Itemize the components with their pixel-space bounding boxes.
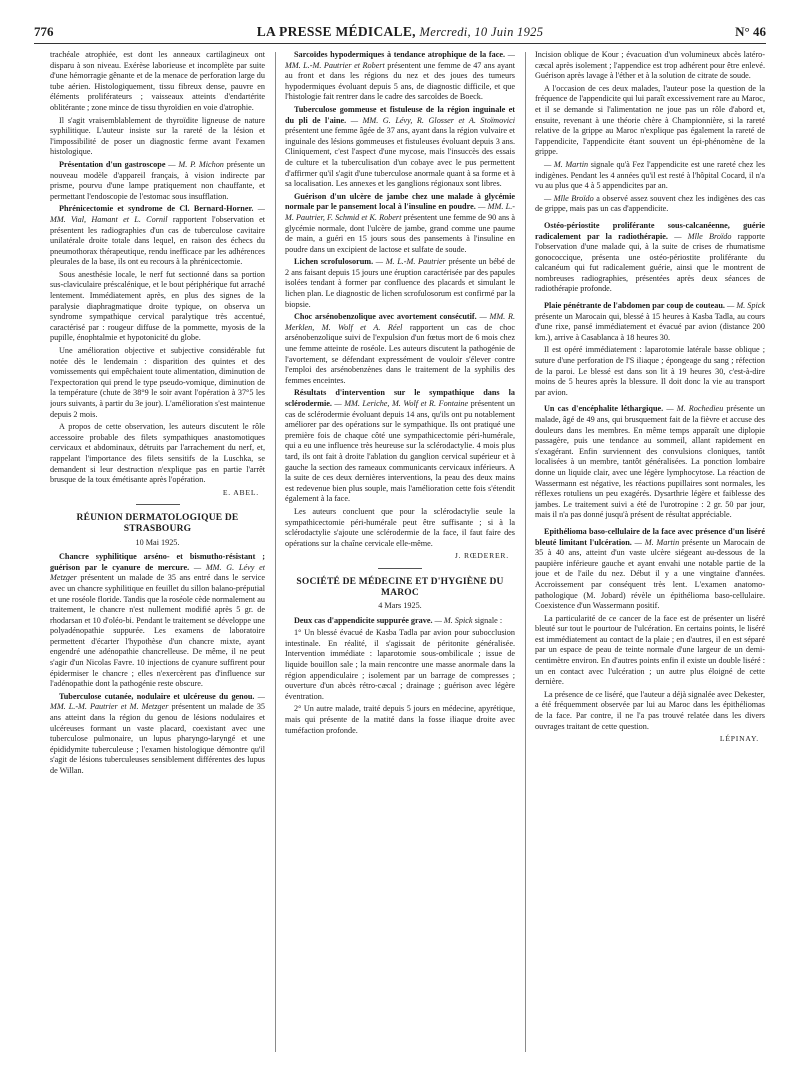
paragraph: La particularité de ce cancer de la face est de présenter un liséré bleuté sur tout le pourtour de l'ulcération. En certains points, le liséré est immédiatement au contact de la plaie ; en d'autres, il en est séparé par un espace de peau de teinte normale d'une largeur de un demi-centimètre environ. En d'autres points enfin il existe un double liséré : un en contact avec l'ulcération ; un autre plus éloigné de cette dernière. — [535, 613, 765, 687]
paragraph: 1° Un blessé évacué de Kasba Tadla par avion pour subocclusion intestinale. En réalité, il s'agissait de péritonite généralisée. Intervention immédiate : laparotomie sous-ombilicale ; issue de liquide bouillon sale ; la main rencontre une masse anormale dans la région appendiculaire ; isolement par un barrage de compresses ; ouverture d'un abcès rétro-cæcal ; drainage ; guérison avec légère éventration. — [285, 628, 515, 701]
paragraph: Sous anesthésie locale, le nerf fut sectionné dans sa portion sus-claviculaire préscalénique, et le bout périphérique fut arraché lentement. Immédiatement après, en plus des signes de la paralysie diaphragmatique droite typique, on observa un syndrome sympathique cervical paralytique très accentué, caractérisé par : rougeur diffuse de la pommette, myosis de la pupille, énophtalmie et hypotonicité du globe. — [50, 269, 265, 343]
paragraph: Incision oblique de Kour ; évacuation d'un volumineux abcès latéro-cæcal après isolement ; l'appendice est trop adhérent pour être enlevé. Guérison après lavage à l'éther et à la solution de citrate de soude. — [535, 50, 765, 81]
section-heading: RÉUNION DERMATOLOGIQUE DE STRASBOURG — [76, 513, 239, 534]
communication-authors: — Mlle Broïdo — [674, 231, 732, 241]
communication-title: Phrénicectomie et syndrome de Cl. Bernard-Horner. — [59, 204, 254, 214]
communication-text: présente un bébé de 2 ans faisant depuis 15 jours une éruption caractérisée par des papules isolées tendant à former par confluence des placards et simulant le lichen plan. Le diagnostic de lichen scrofulosorum est confirmé par la biopsie. — [285, 257, 515, 309]
communication-title: Tuberculose gommeuse et fistuleuse de la région inguinale et du pli de l'aine. — [285, 104, 515, 125]
paragraph: Une amélioration objective et subjective considérable fut notée dès le lendemain : disparition des quintes et des vomissements qui empêchaient toute alimentation, diminution de l'expectoration qui prend le type pseudo-vomique, diminution de la température (chute de 38°9 le soir avant l'opération à 37°5 les jours suivants, à partir du 3e jour). L'amélioration s'est maintenue depuis 2 mois. — [50, 346, 265, 419]
communication-title: Choc arsénobenzolique avec avortement consécutif. — [294, 312, 477, 322]
communication-authors: — MM. Leriche, M. Wolf et R. Fontaine — [334, 399, 469, 408]
communication — [50, 552, 265, 690]
section-date: 10 Mai 1925. — [135, 537, 180, 547]
paragraph: A propos de cette observation, les auteurs discutent le rôle accessoire probable des filets sympathiques anastomotiques cervicaux et abdominaux, détruits par l'arrachement du nerf, et, rappelant l'importance des filets sensitifs de la Luschka, se demandent si leur destruction n'explique pas en partie l'arrêt brusque de la toux émétisante après l'opération. — [50, 422, 265, 485]
communication — [535, 404, 765, 521]
communication-title: Plaie pénétrante de l'abdomen par coup de couteau. — [544, 301, 725, 311]
communication-title: Chancre syphilitique arséno- et bismutho-résistant ; guérison par le cyanure de mercure. — [50, 552, 265, 572]
header-rule — [34, 43, 766, 44]
communication-title: Lichen scrofulosorum. — [294, 257, 374, 267]
communication — [285, 257, 515, 310]
communication-text: présentent une femme âgée de 37 ans, ayant dans la région vulvaire et inguinale des lésions gommeuses et fistuleuses évoluant depuis 3 ans. Cliniquement, c'est l'aspect d'une mycose, mais l'insuccès des essais de culture et la tuberculisation d'un cobaye avec le pus permettent d'affirmer qu'il s'agit d'une tuberculose anormale quant à sa forme et à sa localisation. Les annexes et les ganglions régionaux sont libres. — [285, 126, 515, 189]
signature: J. RŒDERER. — [454, 551, 509, 561]
communication-text: présente un malade, âgé de 49 ans, qui brusquement fait de la fièvre et accuse des douleurs dans les membres. En même temps apparaît une diplopie passagère, puis une tendance au sommeil, allant rapidement en s'exagérant. Enfin surviennent des convulsions cloniques, tantôt localisées à un membre, tantôt généralisées. La ponction lombaire donne un liquide clair, avec une légère lymphocytose. La réaction de Wassermann est négative, les réactions pupillaires sont normales, les réflexes rotuliens un peu exagérés. Dysarthrie légère et faiblesse des jambes. Le traitement suivi a été de l'urotropine : 2 gr. 50 par jour, mais il n'a pas donné jusqu'à présent de résultat appréciable. — [535, 404, 765, 520]
communication-text: présentent un cas de sclérodermie évoluant depuis 14 ans, qu'ils ont pu notablement améliorer par des opérations sur le sympathique. Ils ont pratiqué une première fois de chaque côté une sympathicectomie péri-humérale, qui a eu une influence très heureuse sur la sclérodactylie. 4 mois plus tard, ils ont fait à droite l'ablation du ganglion cervical supérieur et à gauche la section des rameaux communicants cervicaux inférieurs. A la suite de ces deux dernières interventions, la peau des deux mains est redevenue bien plus souple, mais l'amélioration cette fois s'étendit également à la face. — [285, 399, 515, 504]
section-rule — [378, 568, 422, 569]
communication-text: présente un nouveau modèle d'appareil français, à vision indirecte par prisme, pourvu d'une lampe pratiquement non chauffante, et permettant l'endoscopie de l'estomac sous insufflation. — [50, 159, 265, 201]
paragraph: Les auteurs concluent que pour la sclérodactylie seule la sympathicectomie péri-humérale peut être suffisante ; si à la sclérodactylie s'ajoute une sclérodermie de la face, il faut faire des opérations sur la chaîne cervicale elle-même. — [285, 506, 515, 548]
issue-number: N° 46 — [735, 24, 766, 39]
communication-authors: — M. Spick — [434, 615, 473, 625]
communication-authors: — MM. Vial, Hamant et L. Cornil — [50, 204, 265, 224]
communication-title: Présentation d'un gastroscope — [59, 159, 166, 169]
communication — [50, 692, 265, 777]
communication-authors: — MM. R. Merklen, M. Wolf et A. Réel — [285, 312, 515, 332]
paragraph: Il s'agit vraisemblablement de thyroïdite ligneuse de nature syphilitique. L'auteur insiste sur la rareté de la lésion et l'impossibilité de poser un diagnostic ferme avant l'examen histologique. — [50, 115, 265, 157]
communication-title: Sarcoïdes hypodermiques à tendance atrophique de la face. — [294, 50, 506, 59]
section-rule — [136, 504, 180, 505]
communication-authors: — M. Martin — [544, 159, 589, 169]
communication-text: présente un Marocain qui, blessé à 15 heures à Kasba Tadla, au cours d'une rixe, pansé immédiatement et évacué par avion (distance 200 km.), arrive à Casablanca à 18 heures 30. — [535, 311, 765, 342]
communication-title: Ostéo-périostite proliférante sous-calcanéenne, guérie radicalement par la radiothérapie. — [535, 220, 765, 241]
section-heading: SOCIÉTÉ DE MÉDECINE ET D'HYGIÈNE DU MAROC — [296, 576, 504, 598]
communication-text: présentent un malade de 35 ans atteint dans la région du genou de lésions nodulaires et ulcéreuses formant un vaste placard, coexistant avec une tuberculose pulmonaire, un lupus pharyngo-laryngé et une épididymite tuberculeuse ; l'examen histologique démontre qu'il s'agit de lésions tuberculeuses sensiblement différentes des lupus de Willan. — [50, 702, 265, 775]
communication-title: Guérison d'un ulcère de jambe chez une malade à glycémie normale par le pansement local à l'insuline en poudre. — [285, 191, 515, 212]
column-divider — [525, 52, 526, 1052]
communication-text: présentent une femme de 47 ans ayant au front et dans les régions du nez et des joues des tumeurs hypodermiques évoluant depuis 5 ans, de diagnostic difficile, et que l'histologie fait rentrer dans le cadre des sarcoïdes de Boeck. — [285, 60, 515, 102]
signature: E. ABEL. — [222, 487, 259, 497]
paragraph: Il est opéré immédiatement : laparotomie latérale basse oblique ; suture d'une perforation de l'S iliaque ; épongeage du sang ; réfection de la paroi. Le blessé est dans son lit à 19 heures 30, c'est-à-dire moins de 5 heures après la blessure. Il doit donc la vie au transport par avion. — [535, 345, 765, 397]
communication-text: rapportent l'observation et présentent les radiographies d'un cas de tuberculose cavitaire unilatérale droite totale dans lequel, en raison des échecs du pneumothorax thérapeutique, rendu inefficace par les adhérences pleurales de la base, ils ont eu recours à la phrénicectomie. — [50, 214, 265, 267]
communication-authors: — M. L.-M. Pautrier — [375, 257, 446, 267]
communication — [535, 301, 765, 343]
communication-title: Tuberculose cutanée, nodulaire et ulcéreuse du genou. — [59, 691, 255, 701]
communication-authors: — M. Martin — [634, 537, 680, 547]
communication — [285, 192, 515, 256]
communication-authors: — M. P. Michon — [168, 159, 224, 169]
column-2 — [285, 50, 515, 1060]
column-1 — [50, 50, 265, 1060]
communication-title: Epithélioma baso-cellulaire de la face avec présence d'un liséré bleuté limitant l'ulcération. — [535, 526, 765, 547]
communication-authors: — M. Spick — [727, 301, 765, 311]
communication-title: Un cas d'encéphalite léthargique. — [544, 404, 664, 414]
communication — [535, 160, 765, 192]
communication-text: présente un Marocain de 35 à 40 ans, atteint d'un vaste ulcère siégeant au-dessous de la paupière inférieure gauche et ayant envahi une notable partie de la joue et de l'aile du nez. Début il y a une vingtaine d'années. Accroissement par conséquent très lent. L'examen anatomo-pathologique (M. Jobard) révèle un épithélioma baso-cellulaire. Coexistence d'un Wassermann positif. — [535, 537, 765, 611]
column-divider — [275, 52, 276, 1052]
paragraph: trachéale atrophiée, est dont les anneaux cartilagineux ont disparu à son niveau. Exérèse laborieuse et incomplète par suite d'une hémorragie gênante et de la menace de perforation large du tube aérien. Histologiquement, tissu fibreux dense, pauvre en éléments proliférateurs ; vaisseaux atteints d'endartérite oblitérante ; zone mince de tissu thyroïdien en voie d'atrophie. — [50, 50, 265, 112]
communication-text: rapporte l'observation d'une malade qui, à la suite de crises de rhumatisme gonococcique, présenta une ostéo-périostite proliférante du calcanéum qui fut radicalement guérie, ainsi que le montrent de nombreuses radiographies, présentées après deux séances de radiothérapie profonde. — [535, 231, 765, 294]
communication-authors: — M. Rochedieu — [666, 404, 724, 414]
communication-text: signale : — [474, 615, 503, 625]
communication-text: signale qu'à Fez l'appendicite est une rareté chez les indigènes. Pendant les 4 années qu'il est resté à l'hôpital Cocard, il n'a vu au plus que 4 à 5 appendicites par an. — [535, 159, 765, 191]
communication-title: Deux cas d'appendicite suppurée grave. — [294, 615, 433, 625]
communication-authors: — MM. G. Lévy, R. Glosser et A. Stoïmovici — [350, 115, 515, 125]
paragraph: A l'occasion de ces deux malades, l'auteur pose la question de la fréquence de l'appendicite qui lui paraît excessivement rare au Maroc, et il se demande si l'alimentation ne joue pas un rôle d'abord et, ensuite, revenant à une théorie chère à Championnière, si la rareté relative de la grippe au Maroc n'explique pas également la rareté de l'appendicite, l'appendicite étant souvent un épi-phénomène de la grippe. — [535, 83, 765, 157]
communication-title: Résultats d'intervention sur le sympathique dans la sclérodermie. — [285, 388, 515, 408]
communication — [50, 204, 265, 268]
communication — [535, 527, 765, 612]
paragraph: La présence de ce liséré, que l'auteur a déjà signalée avec Dekester, a été fréquemment observée par lui au Maroc dans les épithéliomas de la face. Par contre, il ne l'a pas trouvé relatée dans les divers ouvrages traitant de cette question. — [535, 689, 765, 731]
running-title — [34, 24, 766, 40]
journal-name: LA PRESSE MÉDICALE, — [256, 24, 416, 39]
page-header — [34, 24, 766, 40]
communication-text: rapportent un cas de choc arsénobenzolique suivi de l'expulsion d'un fœtus mort de 6 mois chez une femme atteinte de roséole. Les auteurs discutent la pathogénie de l'avortement, se défendant expressément de vouloir s'élever contre l'emploi des arsénobenzènes dans le traitement de la syphilis des femmes enceintes. — [285, 322, 515, 385]
communication — [285, 312, 515, 386]
communication-text: présentent une femme de 90 ans à glycémie normale, dont l'ulcère de jambe, grand comme une paume de main, a guéri en 15 jours sous des pansements à l'insuline en poudre dans un excipient de lactose et sulfate de soude. — [285, 212, 515, 254]
communication — [535, 194, 765, 215]
communication-authors: — MM. L.-M. Pautrier et M. Metzger — [50, 691, 265, 712]
issue-date: Mercredi, 10 Juin 1925 — [419, 25, 544, 39]
paragraph: 2° Un autre malade, traité depuis 5 jours en médecine, apyrétique, mais qui présente de la matité dans la fosse iliaque droite avec tuméfaction profonde. — [285, 704, 515, 735]
section-date: 4 Mars 1925. — [378, 601, 422, 611]
communication-authors: — Mlle Broïdo — [544, 193, 594, 203]
communication — [535, 221, 765, 295]
column-3 — [535, 50, 765, 1060]
communication-authors: — MM. G. Lévy et Metzger — [50, 562, 265, 583]
communication-authors: — MM. L.-M. Pautrier et Robert — [285, 50, 515, 70]
communication — [50, 160, 265, 202]
communication — [285, 105, 515, 190]
signature: LÉPINAY. — [719, 734, 759, 744]
communication-authors: — MM. L.-M. Pautrier, F. Schmid et K. Robert — [285, 202, 515, 222]
communication-text: présentent un malade de 35 ans entré dans le service avec un chancre syphilitique en feuillet du sillon balano-préputial et une roséole floride. Tandis que la roséole cède normalement au traitement, le chancre n'est nullement modifié après 5 gr. de rhodarsan et 10 d'oléo-bi. Pendant le traitement se développe une polyadénopathie suppurée. Les examens de laboratoire permettent d'écarter l'hypothèse d'un chancre mixte, ayant engendré une adénopathie chancrelleuse. De même, il ne peut s'agir d'un Nicolas Favre. 10 injections de cyanure suffirent pour épidermiser le chancre ; elles n'exercèrent pas d'influence sur l'adénopathie dont la pathogénie reste obscure. — [50, 573, 265, 689]
communication — [285, 388, 515, 505]
communication — [285, 50, 515, 103]
communication-text: a observé assez souvent chez les indigènes des cas de grippe, mais pas un cas d'appendicite. — [535, 193, 765, 214]
page-number: 776 — [34, 24, 54, 39]
communication — [285, 616, 515, 627]
